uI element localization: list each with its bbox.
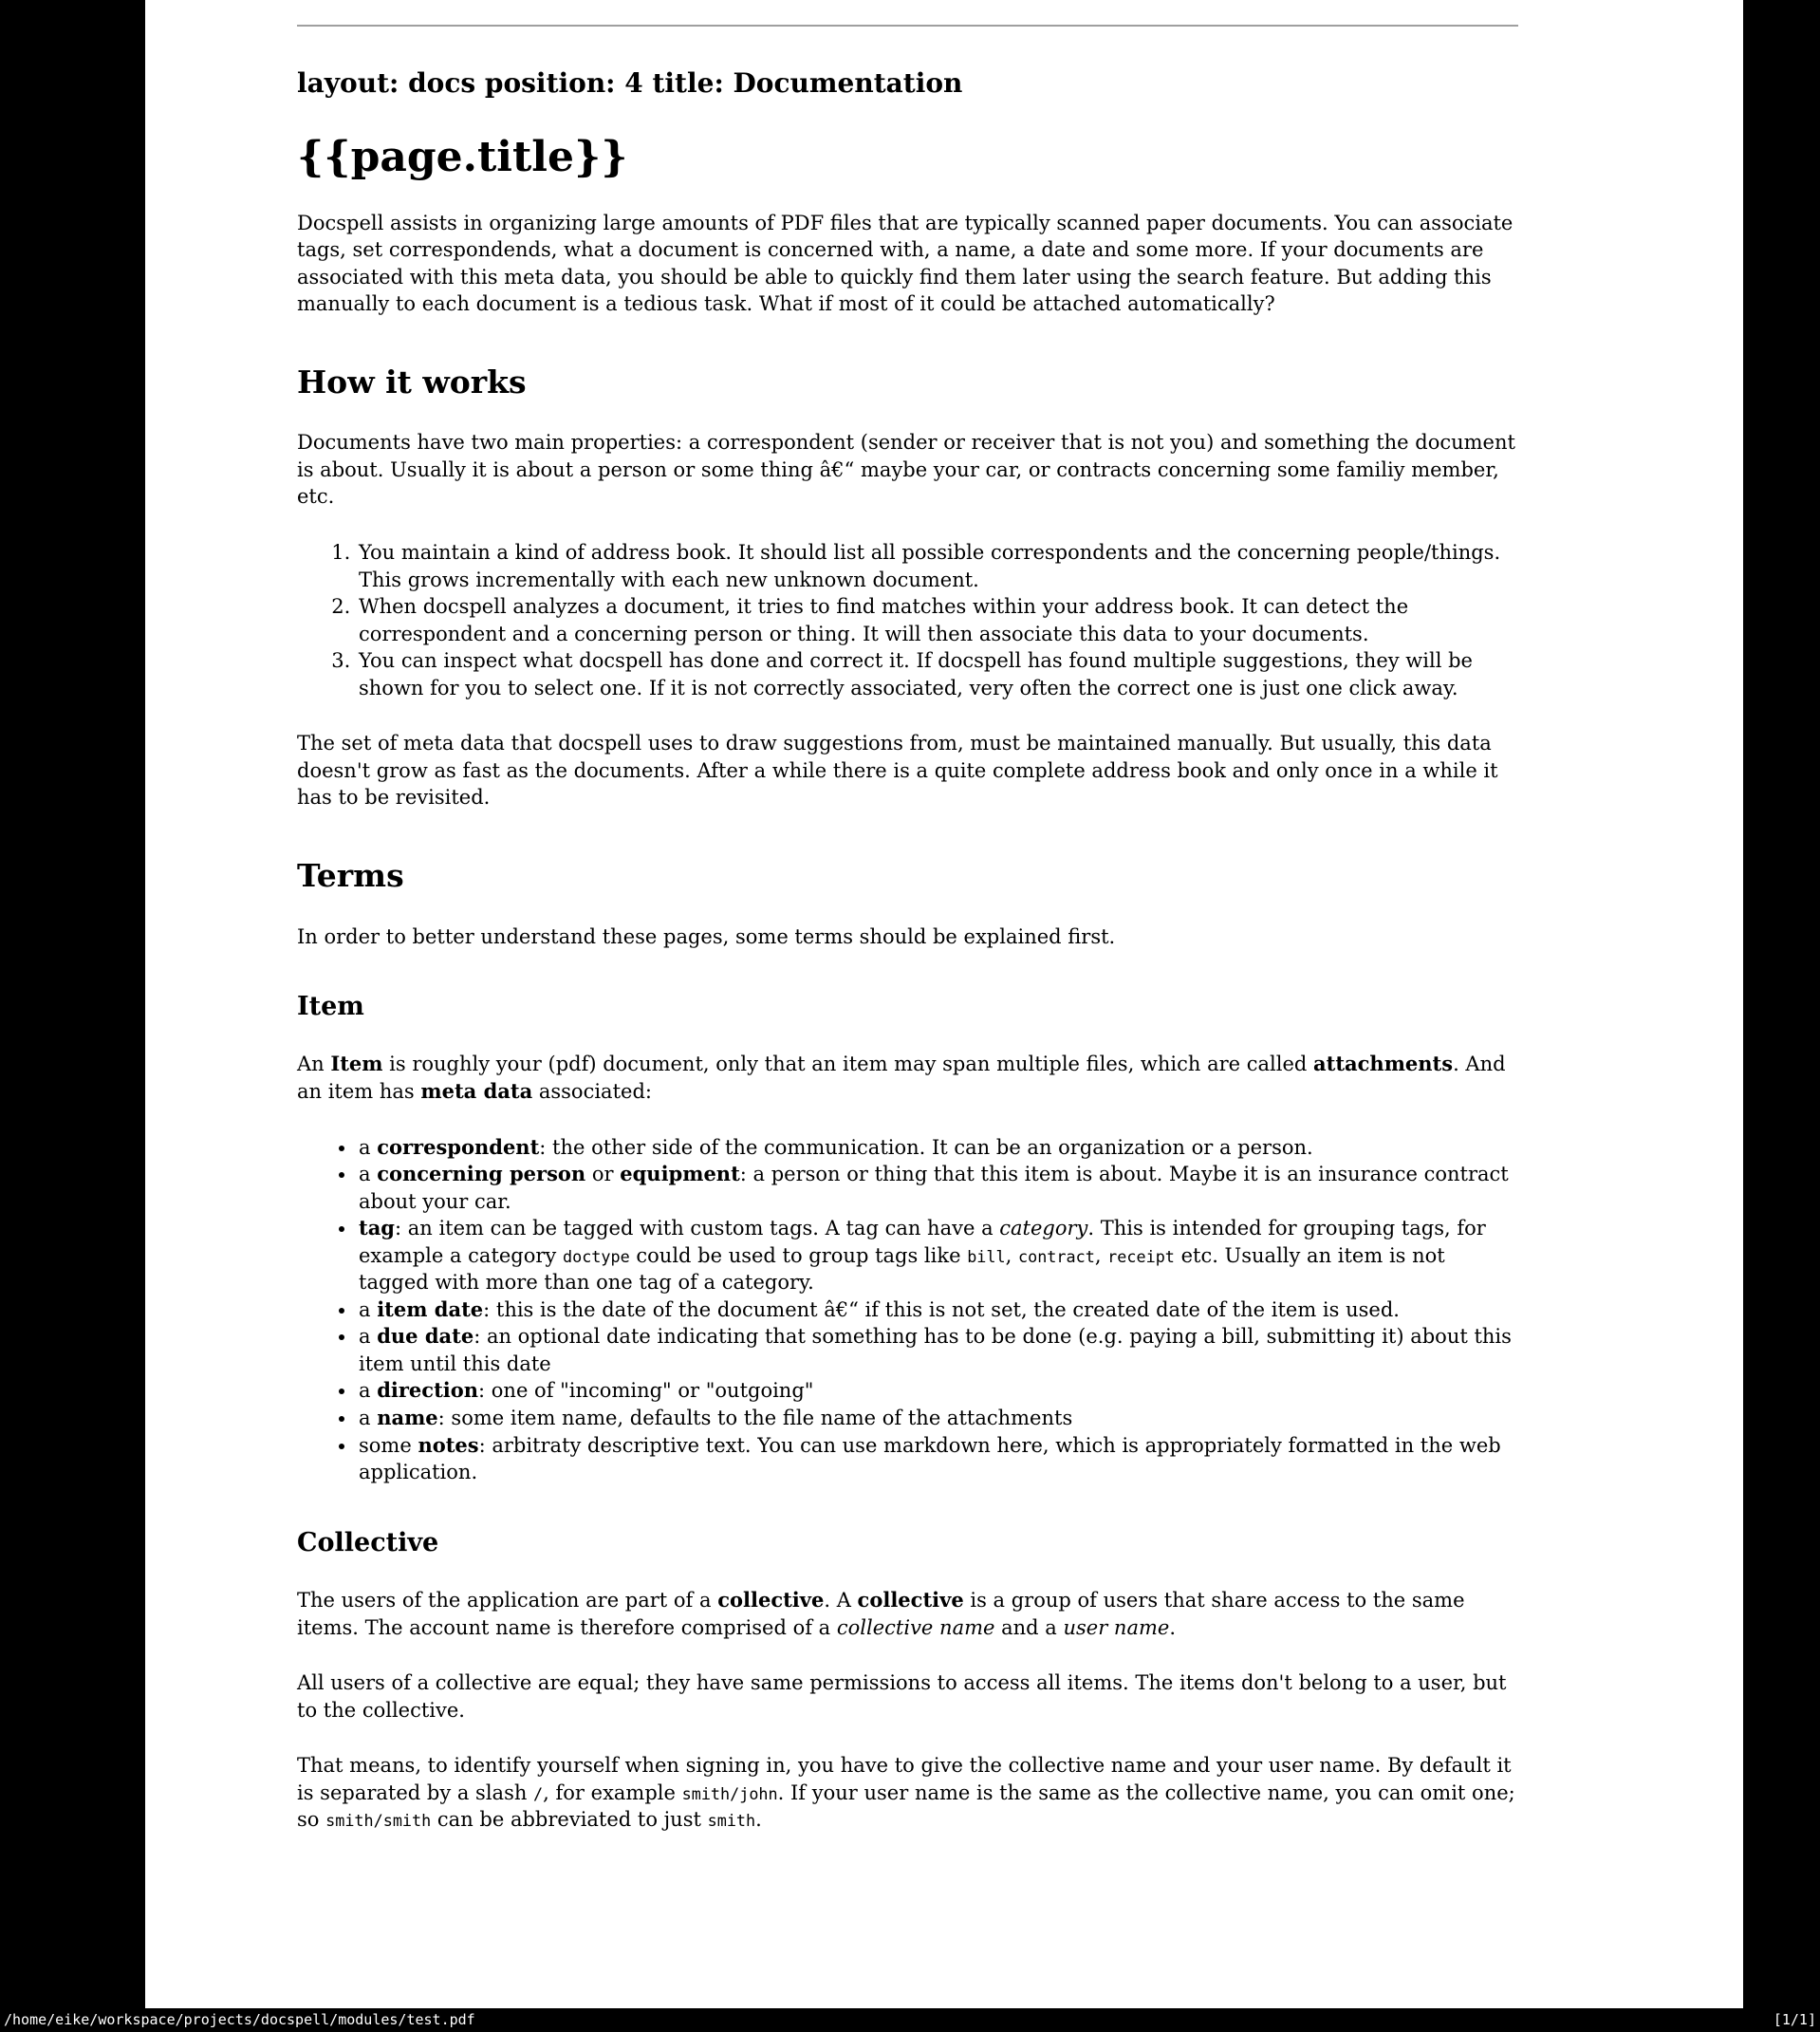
inline-code: smith/john [681,1783,778,1803]
list-item: 3. You can inspect what docspell has done and correct it. If docspell has found multiple suggestions, they will be shown for you to select one. If it is not correctly associated, very often the correct one is just one click away. [357,647,1518,701]
paragraph-collective-1: The users of the application are part of a collective. A collective is a group of users that share access to the same items. The account name is therefore comprised of a collective name and a user name. [297,1588,1465,1639]
bold-text: correspondent [377,1134,540,1159]
page-title: {{page.title}} [297,133,628,182]
inline-code: receipt [1107,1246,1175,1266]
frontmatter-line: layout: docs position: 4 title: Documentation [297,67,963,99]
list-item: • some notes: arbitraty descriptive text. You can use markdown here, which is appropriately formatted in the web application. [357,1432,1518,1486]
heading-collective: Collective [297,1527,439,1557]
bold-text: attachments [1313,1052,1454,1076]
page-indicator: [1/1] [1773,2011,1816,2028]
document-content [297,25,1518,1834]
inline-code: contract [1017,1246,1095,1266]
paragraph-collective-2: All users of a collective are equal; they have same permissions to access all items. The items don't belong to a user, but to the collective. [297,1671,1507,1722]
list-item: 2. When docspell analyzes a document, it tries to find matches within your address book. It can detect the correspondent and a concerning person or thing. It will then associate this data to your documents. [357,593,1518,647]
list-item: • a name: some item name, defaults to the file name of the attachments [357,1405,1518,1432]
paragraph-main-properties: Documents have two main properties: a correspondent (sender or receiver that is not you) and something the document is about. Usually it is about a person or some thing â€“ maybe your car, or contracts concerning some familiy member, etc. [297,431,1515,509]
list-item: • tag: an item can be tagged with custom tags. A tag can have a category. This is intended for grouping tags, for example a category doctype could be used to group tags like bill, contract, receipt etc. Usually an item is not tagged with more than one tag of a category. [357,1215,1518,1296]
bold-text: meta data [420,1079,533,1103]
list-item: • a correspondent: the other side of the communication. It can be an organization or a person. [357,1134,1518,1162]
how-it-works-steps [297,539,1518,701]
list-item: • a item date: this is the date of the document â€“ if this is not set, the created date of the item is used. [357,1296,1518,1324]
inline-code: bill [967,1246,1006,1266]
heading-how-it-works: How it works [297,363,527,401]
bold-text: name [377,1406,438,1430]
inline-code: smith/smith [325,1811,432,1831]
italic-text: user name [1063,1615,1170,1639]
inline-code: doctype [562,1246,630,1266]
document-page [145,0,1743,2008]
bold-text: concerning person [377,1162,586,1186]
inline-code: / [533,1783,544,1803]
bold-text: Item [330,1052,383,1076]
bold-text: notes [418,1432,479,1457]
bold-text: direction [377,1378,479,1403]
paragraph-intro: Docspell assists in organizing large amounts of PDF files that are typically scanned paper documents. You can associate tags, set correspondends, what a document is concerned with, a name, a date and some more. If your documents are associated with this meta data, you should be able to quickly find them later using the search feature. But adding this manually to each document is a tedious task. What if most of it could be attached automatically? [297,211,1514,316]
bold-text: equipment [620,1162,740,1186]
heading-terms: Terms [297,856,404,894]
paragraph-meta-data: The set of meta data that docspell uses to draw suggestions from, must be maintained manually. But usually, this data doesn't grow as fast as the documents. After a while there is a quite complete address book and only once in a while it has to be revisited. [297,732,1498,810]
paragraph-item-intro: An Item is roughly your (pdf) document, only that an item may span multiple files, which are called attachments. And an item has meta data associated: [297,1052,1506,1103]
top-divider [297,25,1518,27]
heading-item: Item [297,992,364,1022]
paragraph-collective-3: That means, to identify yourself when signing in, you have to give the collective name and your user name. By default it is separated by a slash /, for example smith/john. If your user name is the same as the collective name, you can omit one; so smith/smith can be abbreviated to just smith. [297,1754,1515,1832]
inline-code: smith [707,1811,756,1831]
bold-text: due date [377,1324,474,1349]
italic-text: collective name [836,1615,995,1639]
bold-text: collective [857,1588,964,1613]
list-item: • a direction: one of "incoming" or "outgoing" [357,1377,1518,1405]
list-item: • a concerning person or equipment: a person or thing that this item is about. Maybe it is an insurance contract about your car. [357,1161,1518,1215]
paragraph-terms-intro: In order to better understand these pages, some terms should be explained first. [297,924,1116,948]
list-item: 1. You maintain a kind of address book. It should list all possible correspondents and the concerning people/things. This grows incrementally with each new unknown document. [357,539,1518,593]
file-path: /home/eike/workspace/projects/docspell/modules/test.pdf [4,2011,475,2028]
bold-text: collective [717,1588,825,1613]
status-bar [0,2008,1820,2032]
list-item: • a due date: an optional date indicating that something has to be done (e.g. paying a bill, submitting it) about this item until this date [357,1323,1518,1377]
bold-text: tag [359,1216,395,1240]
item-meta-list [297,1134,1518,1486]
italic-text: category [999,1217,1088,1240]
bold-text: item date [377,1296,484,1321]
